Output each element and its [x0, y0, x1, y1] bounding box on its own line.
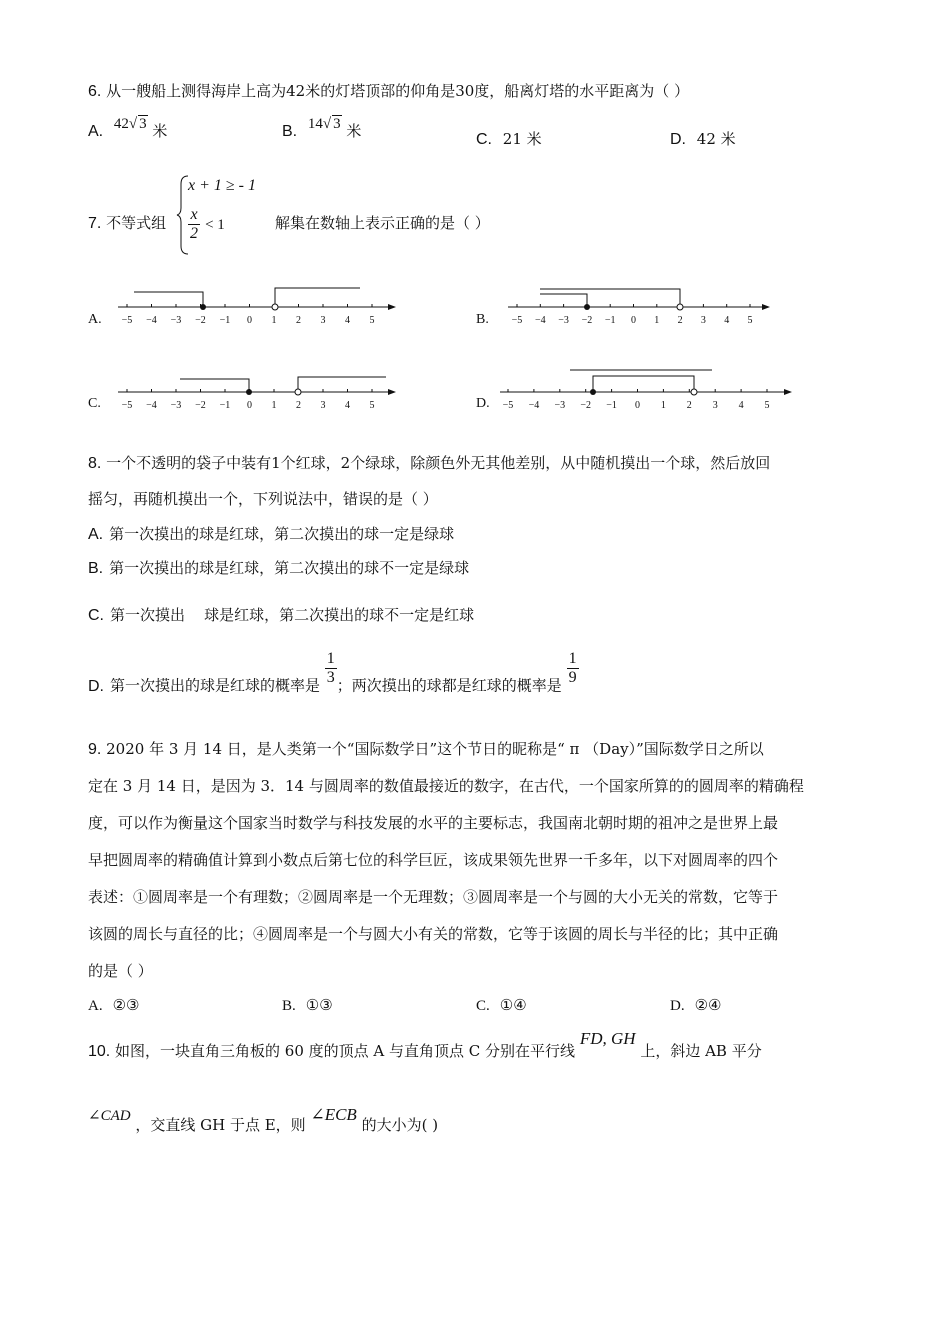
q8-option-c-text: 第一次摸出 球是红球，第二次摸出的球不一定是红球	[110, 606, 475, 624]
nl-b-tick-label: −5	[511, 315, 523, 326]
q8-fraction-1-3: $\frac{1}{3}$	[326, 650, 335, 686]
q9-option-a-text: ②③	[112, 996, 140, 1014]
nl-b-closed-point	[584, 304, 590, 310]
q8-option-b[interactable]	[88, 557, 469, 578]
nl-c-tick-label: 4	[345, 400, 350, 411]
nl-c-tick-label: 0	[247, 400, 252, 411]
q6-option-c[interactable]	[476, 128, 542, 149]
q9-option-c-text: ①④	[499, 996, 527, 1014]
question-9-line-4: 早把圆周率的精确值计算到小数点后第七位的科学巨匠，该成果领先世界一千多年，以下对圆周率的四个	[88, 851, 779, 869]
q8-option-d-label: D.	[88, 677, 104, 695]
question-6	[88, 80, 689, 101]
nl-b-label: B.	[476, 312, 489, 327]
nl-d-tick-label: −1	[606, 400, 617, 411]
q9-option-a[interactable]	[88, 996, 140, 1015]
inequality-1: x + 1 ≥ - 1	[188, 177, 257, 194]
nl-b-tick-label: −3	[558, 315, 569, 326]
q6-option-c-text: 21 米	[502, 130, 542, 148]
nl-d-tick-label: 4	[738, 400, 744, 411]
nl-a-tick-label: 0	[247, 315, 252, 326]
q6-option-a-label: A.	[88, 123, 104, 140]
nl-a-tick-label: −2	[195, 315, 206, 326]
q6-option-b-label: B.	[282, 123, 298, 140]
question-6-text: 从一艘船上测得海岸上高为42米的灯塔顶部的仰角是30度，船离灯塔的水平距离为（ ）	[106, 82, 690, 100]
q8-option-a-label: A.	[88, 526, 104, 543]
inequality-2-rest: < 1	[205, 217, 225, 233]
nl-d-tick-label: 5	[764, 400, 770, 411]
nl-d-tick-label: −3	[554, 400, 566, 411]
nl-a-label: A.	[88, 312, 102, 327]
nl-c-tick-label: −1	[219, 400, 231, 411]
q6-option-b[interactable]	[282, 116, 362, 141]
nl-c-tick-label: 3	[320, 400, 326, 411]
nl-d-tick-label: −2	[580, 400, 592, 411]
nl-d-tick-label: 2	[686, 400, 692, 411]
question-10-text-2: ，交直线 GH 于点 E，则	[135, 1116, 306, 1134]
nl-c-tick-label: −2	[195, 400, 206, 411]
question-8-text-1: 一个不透明的袋子中装有1个红球，2个绿球，除颜色外无其他差别，从中随机摸出一个球，然后放回	[106, 454, 771, 472]
question-10-angle-cad: ∠CAD	[88, 1108, 131, 1124]
nl-b-tick-label: 1	[654, 315, 660, 326]
question-7-intro	[88, 212, 166, 233]
nl-c-tick-label: 5	[369, 400, 375, 411]
nl-c-label: C.	[88, 396, 101, 411]
nl-d-tick-label: 0	[635, 400, 640, 411]
question-7-suffix: 解集在数轴上表示正确的是（ ）	[275, 214, 490, 232]
nl-d-open-point	[691, 389, 697, 395]
inequality-2	[188, 206, 225, 243]
question-10-line-1	[88, 1029, 762, 1061]
q8-option-a[interactable]	[88, 523, 454, 544]
nl-d-tick-label: −4	[528, 400, 540, 411]
q6-option-a[interactable]	[88, 116, 168, 141]
nl-c-tick-label: 2	[296, 400, 301, 411]
nl-d-label: D.	[476, 396, 490, 411]
question-10-number: 10.	[88, 1043, 111, 1060]
question-9-line-1	[88, 738, 764, 759]
q8-option-d-text-1: 第一次摸出的球是红球的概率是	[110, 676, 321, 695]
nl-b-tick-label: 2	[677, 315, 683, 326]
question-9-line-6: 该圆的周长与直径的比；④圆周率是一个与圆大小有关的常数，它等于该圆的周长与半径的比；其中正确	[88, 925, 779, 943]
q6-option-d-text: 42 米	[696, 130, 736, 148]
number-line-a[interactable]	[110, 280, 400, 330]
number-line-c[interactable]	[110, 365, 400, 415]
question-10-text-1b: 上，斜边 AB 平分	[640, 1042, 762, 1060]
q6-option-a-unit: 米	[152, 122, 168, 140]
q8-option-d[interactable]	[88, 650, 579, 696]
question-10-text-2b: 的大小为( )	[361, 1116, 439, 1134]
question-10-line-2	[88, 1105, 439, 1135]
nl-a-tick-label: 4	[345, 315, 350, 326]
nl-d-closed-point	[590, 389, 596, 395]
question-9-line-5: 表述：①圆周率是一个有理数；②圆周率是一个无理数；③圆周率是一个与圆的大小无关的常数，它等于	[88, 888, 779, 906]
question-9-line-2: 定在 3 月 14 日，是因为 3．14 与圆周率的数值最接近的数字，在古代，一个国家所算的的圆周率的精确程	[88, 777, 804, 795]
question-9-line-3: 度，可以作为衡量这个国家当时数学与科技发展的水平的主要标志，我国南北朝时期的祖冲之是世界上最	[88, 814, 779, 832]
nl-b-open-point	[677, 304, 683, 310]
nl-a-tick-label: 2	[296, 315, 301, 326]
nl-c-open-point	[295, 389, 301, 395]
nl-a-tick-label: 1	[271, 315, 277, 326]
q8-option-b-label: B.	[88, 560, 104, 577]
nl-a-tick-label: −5	[121, 315, 133, 326]
inequality-2-fraction: $\frac{x}{2}$	[190, 206, 198, 242]
question-9-line-7: 的是（ ）	[88, 962, 153, 980]
question-10-angle-ecb: ∠ECB	[310, 1105, 357, 1124]
nl-b-tick-label: 4	[724, 315, 730, 326]
question-10-text-1: 如图，一块直角三角板的 60 度的顶点 A 与直角顶点 C 分别在平行线	[115, 1042, 576, 1060]
q9-option-d-label: D.	[670, 998, 685, 1014]
nl-d-tick-label: 1	[660, 400, 666, 411]
q8-fraction-1-9: $\frac{1}{9}$	[568, 650, 577, 686]
question-9-text-1: 2020 年 3 月 14 日，是人类第一个“国际数学日”这个节日的昵称是“ π （Day）”国际数学日之所以	[106, 740, 764, 758]
nl-c-closed-point	[246, 389, 252, 395]
q8-option-d-text-2: ；两次摸出的球都是红球的概率是	[336, 676, 562, 695]
q9-option-c-label: C.	[476, 998, 490, 1014]
number-line-d[interactable]	[496, 362, 796, 414]
q9-option-d[interactable]	[670, 996, 722, 1015]
q9-option-b[interactable]	[282, 996, 333, 1015]
q9-option-a-label: A.	[88, 998, 103, 1014]
nl-a-tick-label: 5	[369, 315, 375, 326]
q8-option-a-text: 第一次摸出的球是红球，第二次摸出的球一定是绿球	[109, 525, 455, 543]
q8-option-b-text: 第一次摸出的球是红球，第二次摸出的球不一定是绿球	[109, 559, 470, 577]
nl-a-tick-label: −4	[146, 315, 157, 326]
q6-option-a-value: 42√ 3	[113, 116, 147, 132]
question-7-number: 7.	[88, 215, 102, 232]
nl-c-tick-label: −5	[121, 400, 133, 411]
q6-option-b-unit: 米	[346, 122, 362, 140]
nl-b-tick-label: −2	[581, 315, 593, 326]
q9-option-c[interactable]	[476, 996, 527, 1015]
q9-option-b-text: ①③	[305, 996, 333, 1014]
question-6-number: 6.	[88, 83, 102, 100]
nl-b-tick-label: 0	[631, 315, 636, 326]
nl-b-tick-label: 5	[747, 315, 753, 326]
q6-option-d-label: D.	[670, 131, 686, 148]
nl-d-tick-label: 3	[712, 400, 718, 411]
nl-c-tick-label: 1	[271, 400, 277, 411]
nl-b-tick-label: −1	[604, 315, 616, 326]
q6-option-b-value: 14√ 3	[307, 116, 341, 132]
nl-b-tick-label: −4	[534, 315, 546, 326]
nl-a-tick-label: −1	[219, 315, 231, 326]
q9-option-d-text: ②④	[694, 996, 722, 1014]
q6-option-c-label: C.	[476, 131, 492, 148]
question-10-math-lines: FD, GH	[579, 1029, 636, 1048]
nl-a-open-point	[272, 304, 278, 310]
nl-d-tick-label: −5	[502, 400, 514, 411]
question-8-number: 8.	[88, 455, 102, 472]
question-8-line-1	[88, 452, 770, 473]
nl-a-closed-point	[200, 304, 206, 310]
nl-c-tick-label: −3	[170, 400, 182, 411]
question-8-line-2: 摇匀，再随机摸出一个，下列说法中，错误的是（ ）	[88, 490, 438, 508]
q9-option-b-label: B.	[282, 998, 296, 1014]
q8-option-c[interactable]	[88, 604, 474, 625]
nl-b-tick-label: 3	[700, 315, 706, 326]
nl-c-tick-label: −4	[146, 400, 157, 411]
question-9-number: 9.	[88, 741, 102, 758]
question-7-prefix: 不等式组	[106, 214, 167, 232]
q6-option-d[interactable]	[670, 128, 736, 149]
nl-a-tick-label: −3	[170, 315, 182, 326]
nl-a-tick-label: 3	[320, 315, 326, 326]
number-line-b[interactable]	[500, 280, 780, 330]
q8-option-c-label: C.	[88, 607, 104, 624]
